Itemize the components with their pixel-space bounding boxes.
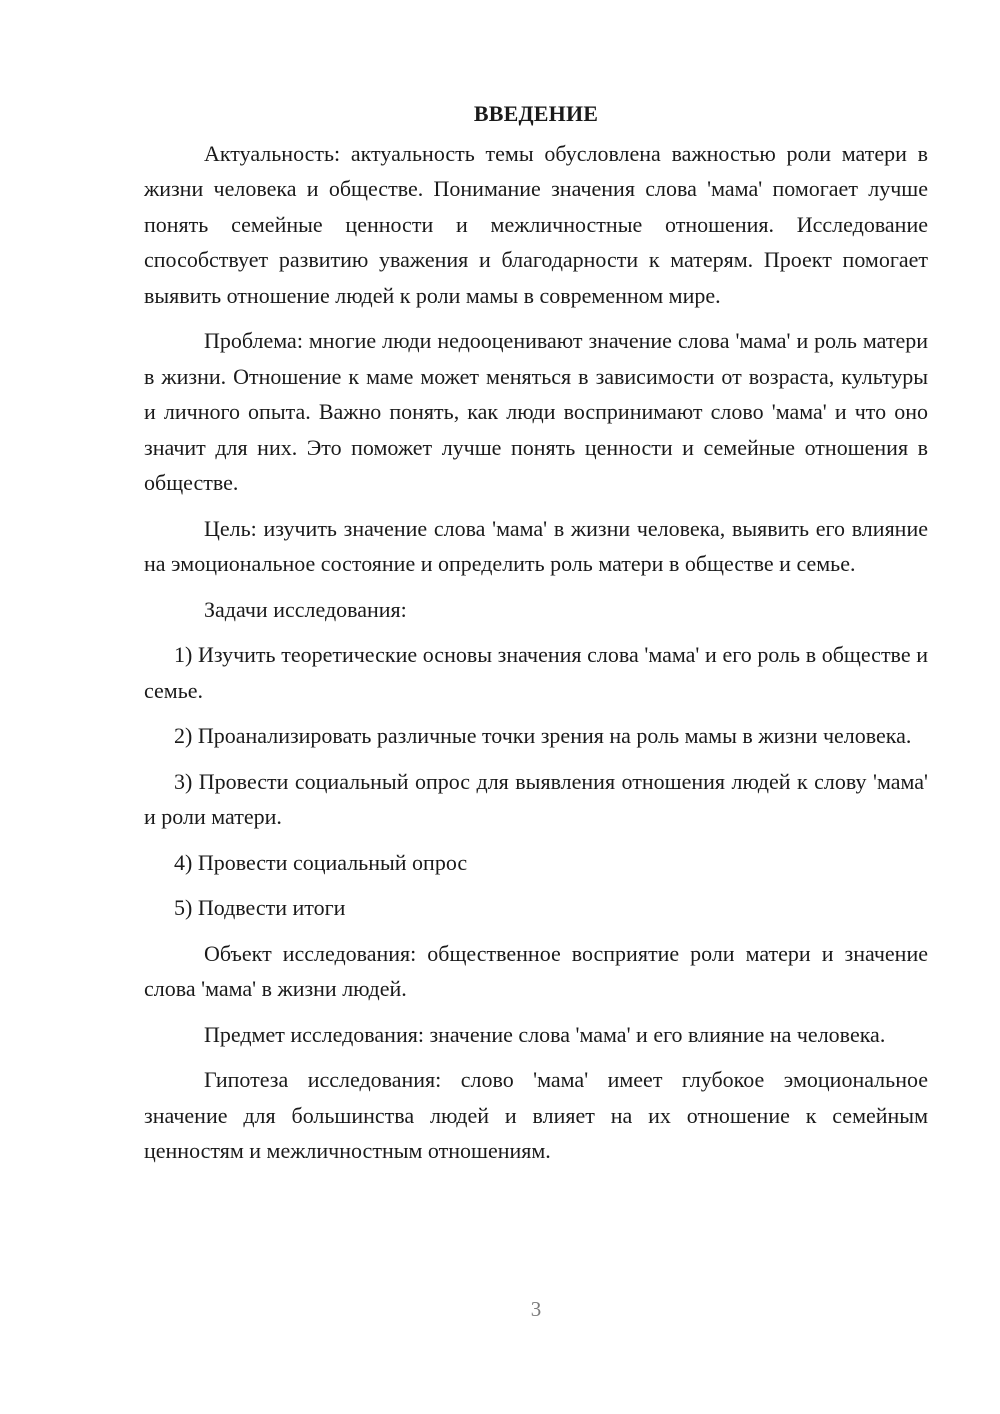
page-number: 3 [530, 1297, 542, 1321]
paragraph-object: Объект исследования: общественное восприятие роли матери и значение слова 'мама' в жизни людей. [144, 940, 928, 1001]
task-item-5: 5) Подвести итоги [174, 895, 346, 920]
page-content [144, 96, 928, 1179]
task-item-3: 3) Провести социальный опрос для выявления отношения людей к слову 'мама' и роли матери. [144, 768, 928, 829]
paragraph-problem: Проблема: многие люди недооценивают значение слова 'мама' и роль матери в жизни. Отношение к маме может меняться в зависимости от возраста, культуры и личного опыта. Важно понять, как люди воспринимают слово 'мама' и что оно значит для них. Это поможет лучше понять ценности и семейные отношения в обществе. [144, 328, 928, 495]
task-item-4: 4) Провести социальный опрос [174, 849, 468, 875]
task-item-1: 1) Изучить теоретические основы значения слова 'мама' и его роль в обществе и семье. [144, 642, 928, 703]
tasks-heading: Задачи исследования: [204, 596, 407, 622]
page-title: ВВЕДЕНИЕ [473, 101, 599, 126]
paragraph-relevance: Актуальность: актуальность темы обусловлена важностью роли матери в жизни человека и обществе. Понимание значения слова 'мама' помогает лучше понять семейные ценности и межличностные отношения. Исследование способствует развитию уважения и благодарности к матерям. Проект помогает выявить отношение людей к роли мамы в современном мире. [144, 140, 928, 308]
paragraph-subject: Предмет исследования: значение слова 'мама' и его влияние на человека. [204, 1021, 886, 1047]
paragraph-hypothesis: Гипотеза исследования: слово 'мама' имеет глубокое эмоциональное значение для большинства людей и влияет на их отношение к семейным ценностям и межличностным отношениям. [144, 1067, 928, 1163]
task-item-2: 2) Проанализировать различные точки зрения на роль мамы в жизни человека. [174, 723, 912, 748]
paragraph-goal: Цель: изучить значение слова 'мама' в жизни человека, выявить его влияние на эмоциональное состояние и определить роль матери в обществе и семье. [144, 515, 928, 576]
